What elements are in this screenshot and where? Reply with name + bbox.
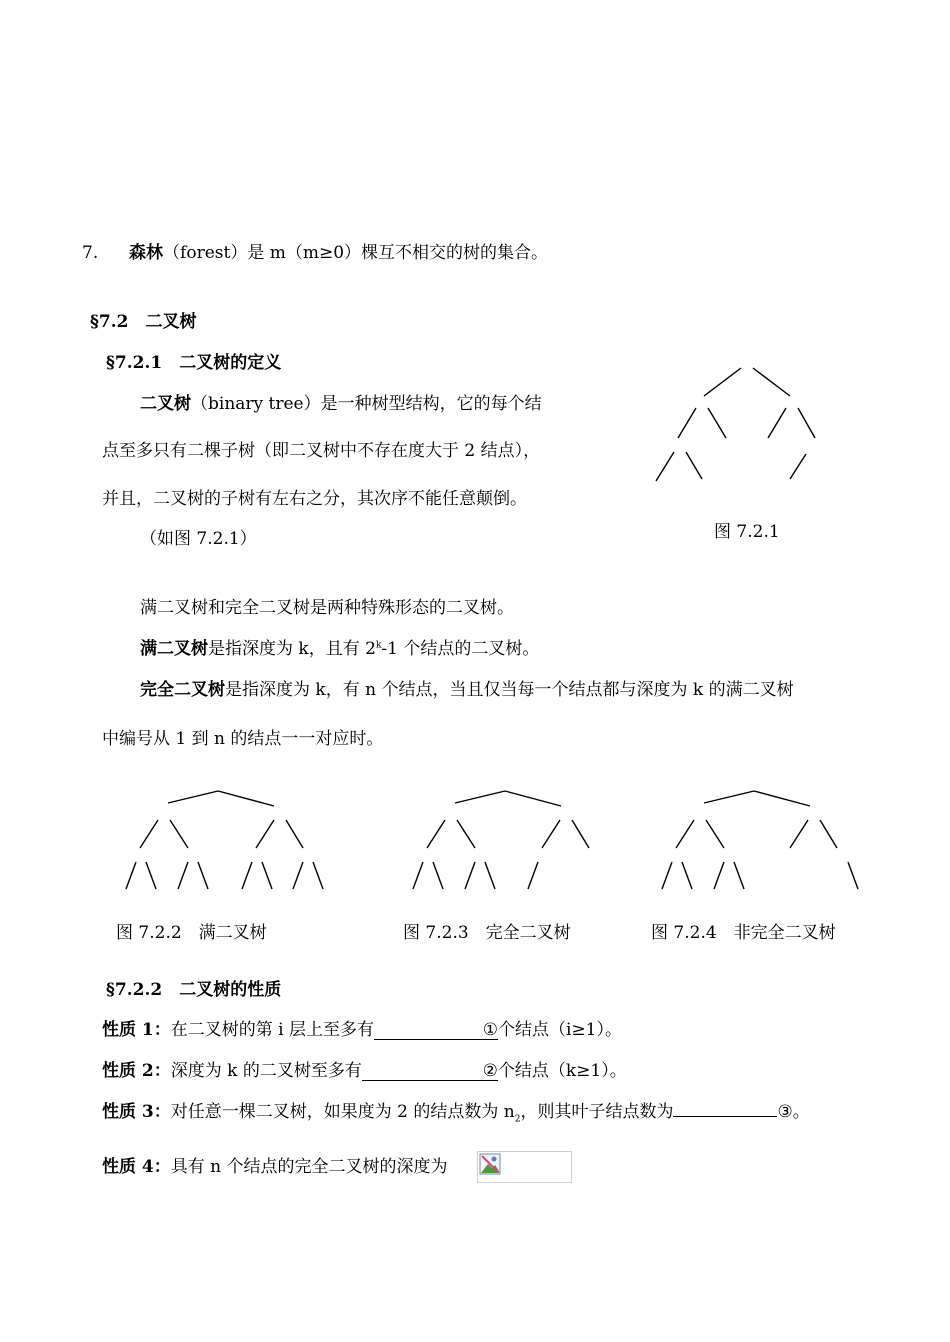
property-3-blank[interactable]	[673, 1116, 777, 1117]
property-2-label: 性质 2：	[102, 1061, 171, 1081]
complete-def-text-1: 是指深度为 k，有 n 个结点，当且仅当每一个结点都与深度为 k 的满二叉树	[225, 680, 794, 700]
section-title: §7.2 二叉树	[90, 312, 197, 332]
property-4	[102, 1159, 448, 1176]
item-7-text: （forest）是 m（m≥0）棵互不相交的树的集合。	[163, 243, 549, 263]
term-binary-tree: 二叉树	[140, 394, 191, 414]
property-3-sub: 2	[514, 1114, 521, 1125]
complete-def-text-2: 中编号从 1 到 n 的结点一一对应时。	[102, 729, 384, 749]
property-3	[102, 1104, 810, 1124]
broken-image-icon	[479, 1153, 501, 1175]
figure-7-2-4-caption: 图 7.2.4 非完全二叉树	[651, 923, 836, 943]
figure-7-2-2-caption: 图 7.2.2 满二叉树	[116, 923, 267, 943]
broken-image-placeholder	[477, 1151, 572, 1183]
item-number: 7.	[82, 243, 99, 263]
term-full-binary-tree: 满二叉树	[140, 639, 208, 659]
property-1-text: 在二叉树的第 i 层上至多有	[170, 1020, 374, 1040]
property-3-text: 对任意一棵二叉树，如果度为 2 的结点数为 n	[170, 1102, 515, 1122]
definition-text-1: （binary tree）是一种树型结构，它的每个结	[191, 394, 542, 414]
figure-7-2-1-caption: 图 7.2.1	[714, 522, 780, 542]
property-2	[102, 1063, 627, 1081]
property-2-text: 深度为 k 的二叉树至多有	[170, 1061, 362, 1081]
figure-7-2-3	[413, 791, 589, 889]
property-4-label: 性质 4：	[102, 1157, 171, 1177]
property-4-text: 具有 n 个结点的完全二叉树的深度为	[170, 1157, 448, 1177]
property-1-blank[interactable]	[374, 1022, 498, 1040]
property-3-text-2: ，则其叶子结点数为	[520, 1102, 674, 1122]
subsection-title-2: §7.2.2 二叉树的性质	[106, 980, 282, 1000]
definition-line-2: 点至多只有二棵子树（即二叉树中不存在度大于 2 结点），	[102, 441, 541, 461]
special-intro: 满二叉树和完全二叉树是两种特殊形态的二叉树。	[140, 598, 514, 618]
property-3-marker: ③	[777, 1102, 793, 1122]
property-1-tail: 个结点（i≥1）。	[498, 1020, 622, 1040]
property-1-marker: ①	[482, 1020, 498, 1040]
property-2-tail: 个结点（k≥1）。	[497, 1061, 627, 1081]
figure-7-2-3-caption: 图 7.2.3 完全二叉树	[403, 923, 571, 943]
definition-note: （如图 7.2.1）	[140, 529, 257, 549]
full-def-sup: k	[375, 640, 382, 651]
figure-7-2-2	[126, 791, 323, 889]
property-1-label: 性质 1：	[102, 1020, 171, 1040]
full-def-text-a: 是指深度为 k，且有 2	[208, 639, 376, 659]
term-forest: 森林	[129, 243, 164, 263]
property-2-marker: ②	[482, 1061, 498, 1081]
property-3-label: 性质 3：	[102, 1102, 171, 1122]
term-complete-binary-tree: 完全二叉树	[140, 680, 225, 700]
property-3-tail: 。	[792, 1102, 810, 1122]
property-2-blank[interactable]	[362, 1063, 498, 1081]
subsection-title-1: §7.2.1 二叉树的定义	[106, 353, 282, 373]
definition-line-3: 并且，二叉树的子树有左右之分，其次序不能任意颠倒。	[102, 489, 527, 509]
full-def-text-b: -1 个结点的二叉树。	[381, 639, 540, 659]
figure-7-2-4	[662, 791, 858, 889]
property-1	[102, 1022, 622, 1040]
